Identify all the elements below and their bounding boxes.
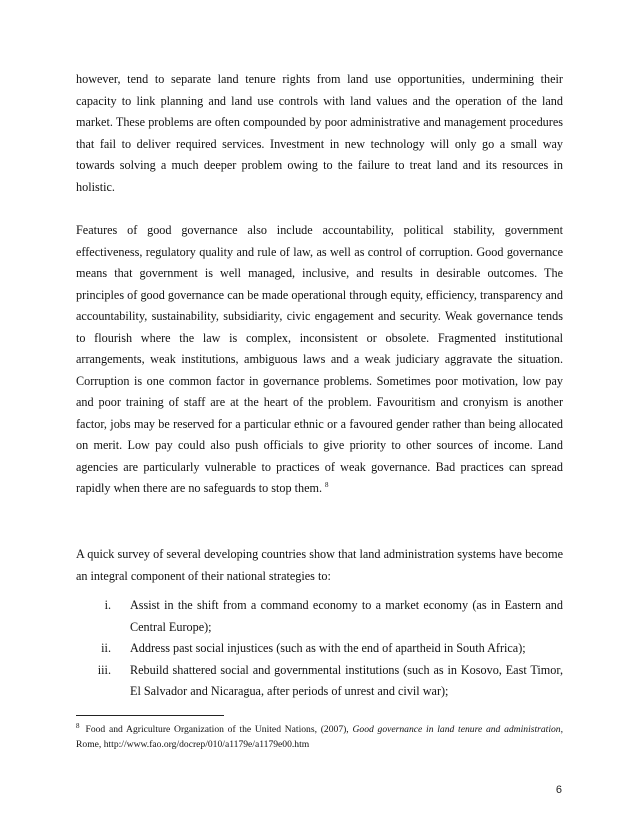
list-item-number: iii.: [97, 662, 111, 677]
footnote-source: Rome, http://www.fao.org/docrep/010/a1179e/a1179e00.htm: [76, 739, 310, 750]
paragraph-text: Features of good governance also include accountability, political stability, government effectiveness, regulatory quality and rule of law, as well as control of corruption. Good governance means that government is well managed, inclusive, and results in desirable outcomes. The principles of good governance can be made operational through equity, efficiency, transparency and accountability, sustainability, subsidiarity, civic engagement and security. Weak governance tends to flourish where the law is complex, inconsistent or obsolete. Fragmented institutional arrangements, weak institutions, ambiguous laws and a weak judiciary aggravate the situation. Corruption is one common factor in governance problems. Sometimes poor motivation, low pay and poor training of staff are at the heart of the problem. Favouritism and cronyism is another factor, jobs may be reserved for a particular ethnic or a favoured gender rather than being allocated on merit. Low pay could also push officials to give priority to other sources of income. Land agencies are particularly vulnerable to practices of weak governance. Bad practices can spread rapidly when there are no safeguards to stop them.: [76, 223, 563, 495]
list-item-number: ii.: [101, 641, 111, 655]
list-item-text: Rebuild shattered social and governmental institutions (such as in Kosovo, East Timor, El Salvador and Nicaragua, after periods of unrest and civil war);: [130, 662, 563, 698]
footnote-marker: 8: [76, 722, 80, 730]
list-item-text: Assist in the shift from a command economy to a market economy (as in Eastern and Central Europe);: [130, 598, 563, 634]
body-paragraph-governance: [76, 220, 563, 500]
list-item-text: Address past social injustices (such as with the end of apartheid in South Africa);: [130, 641, 526, 655]
page-number: 6: [555, 784, 562, 796]
list-item: [76, 595, 563, 638]
body-paragraph-survey: A quick survey of several developing countries show that land administration systems have become an integral component of their national strategies to:: [76, 547, 563, 583]
numbered-list: [76, 595, 563, 703]
list-item-number: i.: [104, 598, 111, 612]
list-item: [76, 638, 563, 660]
list-item: [76, 660, 563, 703]
footnote-text: Food and Agriculture Organization of the United Nations, (2007),: [85, 724, 353, 735]
body-paragraph: however, tend to separate land tenure rights from land use opportunities, undermining their capacity to link planning and land use controls with land values and the operation of the land market. These problems are often compounded by poor administrative and management procedures that fail to deliver required services. Investment in new technology will only go a small way towards solving a much deeper problem owing to the failure to treat land and its resources in holistic.: [76, 72, 563, 194]
footnote: [76, 722, 563, 752]
footnote-reference[interactable]: 8: [325, 481, 329, 489]
footnote-separator: [76, 715, 224, 716]
footnote-title: Good governance in land tenure and administration,: [352, 724, 563, 735]
